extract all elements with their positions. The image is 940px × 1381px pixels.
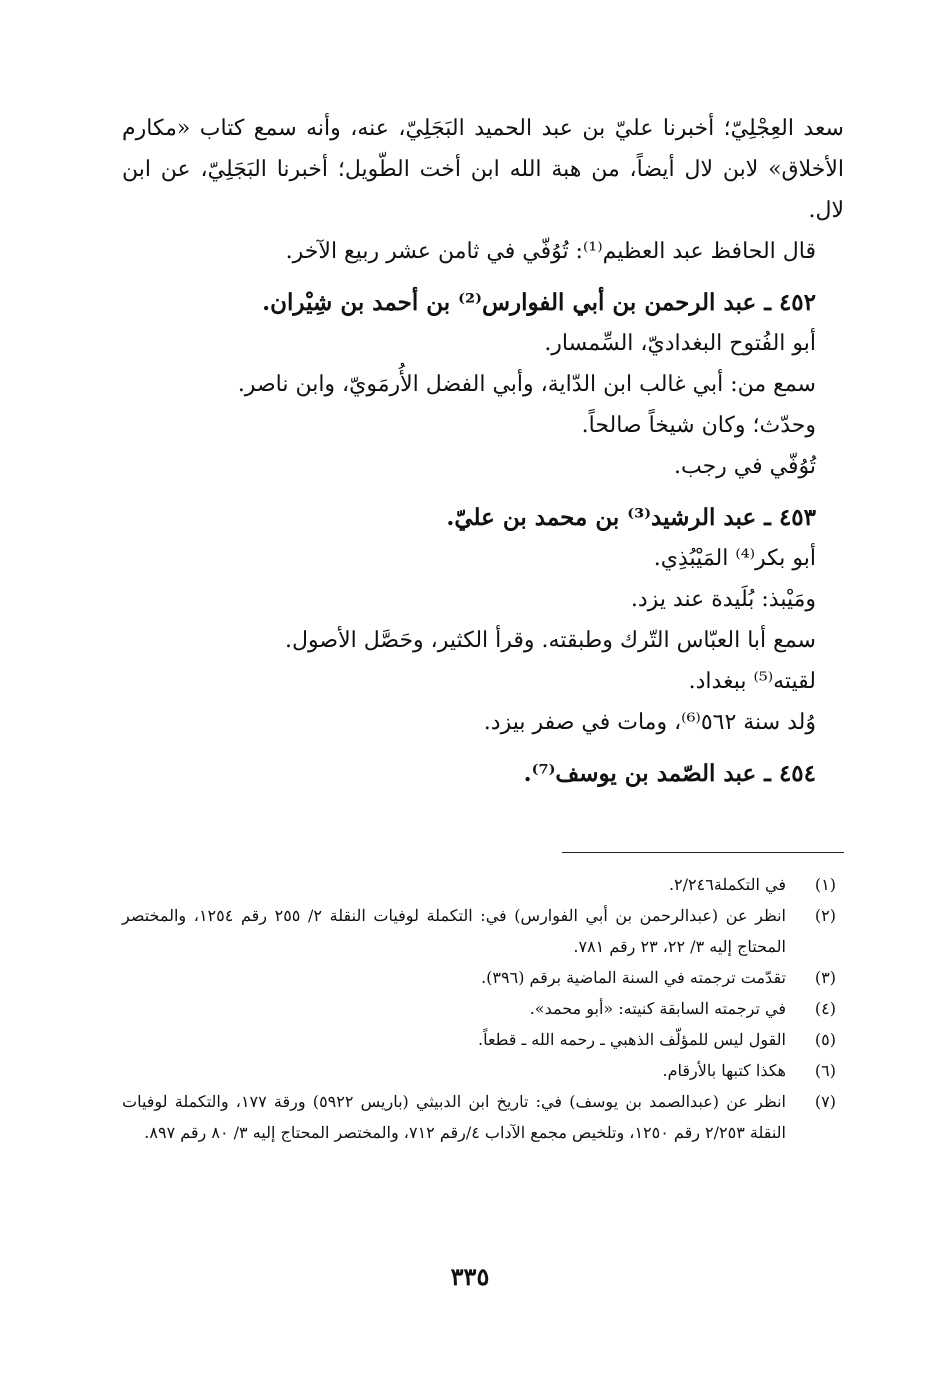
footnote-number: (٦) (814, 1061, 836, 1080)
paragraph: قال الحافظ عبد العظيم⁽¹⁾: تُوُفّي في ثامن عشر ربيع الآخر. (285, 239, 816, 264)
footnote-text: تقدّمت ترجمته في السنة الماضية برقم (٣٩٦). (481, 968, 786, 987)
entry-line: أبو الفُتوح البغداديّ، السِّمسار. (544, 331, 816, 356)
footnote-separator (562, 852, 844, 853)
footnote-text: في التكملة٢/٢٤٦. (668, 875, 786, 894)
entry-line: وحدّث؛ وكان شيخاً صالحاً. (581, 413, 816, 438)
entry-heading: ٤٥٤ ـ عبد الصّمد بن يوسف⁽⁷⁾. (523, 760, 816, 787)
footnote (122, 993, 844, 1024)
entry-line: لقيته⁽⁵⁾ ببغداد. (688, 669, 816, 694)
entry-heading: ٤٥٢ ـ عبد الرحمن بن أبي الفوارس⁽²⁾ بن أحمد بن شِيْران. (262, 289, 816, 316)
footnote (122, 1055, 844, 1086)
footnote-text: هكذا كتبها بالأرقام. (662, 1061, 786, 1080)
entry-line: سمع من: أبي غالب ابن الدّاية، وأبي الفضل الأُرمَويّ، وابن ناصر. (237, 372, 816, 397)
entry-line: سمع أبا العبّاس التّرك وطبقته. وقرأ الكثير، وحَصَّل الأصول. (285, 628, 816, 653)
footnote-text: انظر عن (عبدالرحمن بن أبي الفوارس) في: التكملة لوفيات النقلة ٢/ ٢٥٥ رقم ١٢٥٤، والمختصر المحتاج إليه ٣/ ٢٢، ٢٣ رقم ٧٨١. (122, 906, 786, 956)
entry-line: تُوُفّي في رجب. (673, 454, 816, 479)
entry-heading: ٤٥٣ ـ عبد الرشيد⁽³⁾ بن محمد بن عليّ. (446, 504, 816, 531)
footnote (122, 1086, 844, 1148)
footnote-number: (٤) (814, 999, 836, 1018)
page-number: ٣٣٥ (450, 1262, 490, 1291)
footnote-number: (٢) (814, 906, 836, 925)
entry-line: وُلد سنة ٥٦٢⁽⁶⁾، ومات في صفر بيزد. (483, 710, 816, 735)
footnote-number: (٥) (814, 1030, 836, 1049)
paragraph: سعد العِجْلِيّ؛ أخبرنا عليّ بن عبد الحميد البَجَلِيّ، عنه، وأنه سمع كتاب «مكارم الأخلاق» لابن لال أيضاً، من هبة الله ابن أخت الطّويل؛ أخبرنا البَجَلِيّ، عن ابن لال. (122, 116, 844, 223)
footnote-text: انظر عن (عبدالصمد بن يوسف) في: تاريخ ابن الدبيثي (باريس ٥٩٢٢) ورقة ١٧٧، والتكملة لوفيات النقلة ٢/٢٥٣ رقم ١٢٥٠، وتلخيص مجمع الآداب ٤/رقم ٧١٢، والمختصر المحتاج إليه ٣/ ٨٠ رقم ٨٩٧. (122, 1092, 787, 1142)
footnote (122, 1024, 844, 1055)
footnotes (122, 869, 844, 1148)
main-text (122, 108, 844, 794)
footnote-number: (٣) (814, 968, 836, 987)
footnote-number: (١) (814, 875, 836, 894)
footnote (122, 962, 844, 993)
entry-line: أبو بكر⁽⁴⁾ المَيْبُذِي. (653, 546, 816, 571)
footnote (122, 869, 844, 900)
entry-line: ومَيْبذ: بُلَيدة عند يزد. (630, 587, 816, 612)
footnote-number: (٧) (814, 1092, 836, 1111)
footnote (122, 900, 844, 962)
footnote-text: في ترجمته السابقة كنيته: «أبو محمد». (529, 999, 786, 1018)
footnote-text: القول ليس للمؤلّف الذهبي ـ رحمه الله ـ قطعاً. (477, 1030, 786, 1049)
